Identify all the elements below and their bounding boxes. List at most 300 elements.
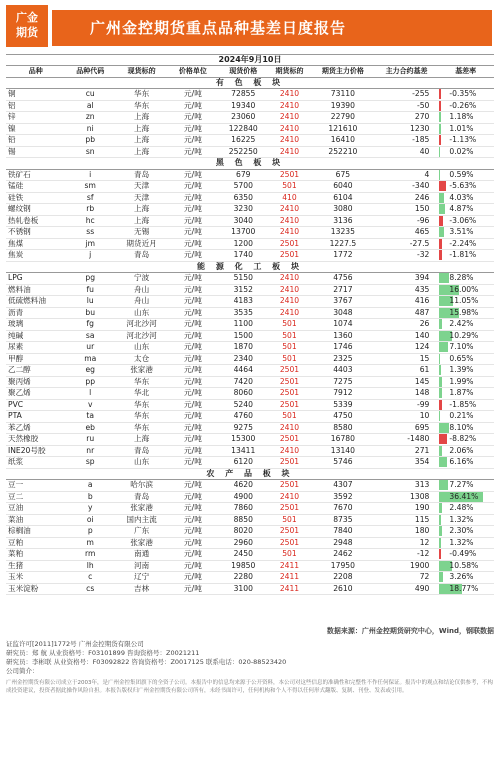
table-row: [6, 169, 494, 181]
futures-month: 2410: [269, 204, 310, 216]
futures-price: 3080: [310, 204, 376, 216]
price-unit: 元/吨: [168, 284, 217, 296]
table-row: [6, 434, 494, 446]
futures-price: 73110: [310, 89, 376, 101]
spot-price: 2450: [218, 549, 269, 561]
basis-rate-cell: [437, 215, 494, 227]
table-row: [6, 89, 494, 101]
spot-price: 3100: [218, 583, 269, 595]
futures-month: 2410: [269, 273, 310, 285]
basis-rate-cell: [437, 388, 494, 400]
basis-rate-cell: [437, 560, 494, 572]
price-unit: 元/吨: [168, 514, 217, 526]
futures-price: 7670: [310, 503, 376, 515]
variety-code: b: [66, 491, 115, 503]
spot-location: 上海: [115, 434, 168, 446]
futures-month: 2501: [269, 434, 310, 446]
futures-price: 2948: [310, 537, 376, 549]
spot-price: 679: [218, 169, 269, 181]
variety-name: 铜: [6, 89, 66, 101]
futures-price: 5339: [310, 399, 376, 411]
spot-location: 上海: [115, 146, 168, 158]
basis-table-wrap: [6, 54, 494, 595]
basis-rate-bar-positive: [439, 112, 440, 122]
spot-location: 山东: [115, 342, 168, 354]
price-unit: 元/吨: [168, 330, 217, 342]
basis-value: 695: [376, 422, 438, 434]
variety-name: 聚乙烯: [6, 388, 66, 400]
spot-price: 6120: [218, 457, 269, 469]
variety-name: 沥青: [6, 307, 66, 319]
basis-rate-bar-positive: [439, 354, 440, 364]
basis-rate-bar-positive: [439, 515, 441, 525]
basis-rate-value: 2.06%: [449, 445, 474, 455]
variety-name: PTA: [6, 411, 66, 423]
spot-price: 2340: [218, 353, 269, 365]
table-row: [6, 583, 494, 595]
spot-price: 252250: [218, 146, 269, 158]
futures-month: 2410: [269, 296, 310, 308]
basis-rate-cell: [437, 273, 494, 285]
spot-location: 宁波: [115, 273, 168, 285]
basis-rate-cell: [437, 411, 494, 423]
section-row: [6, 468, 494, 480]
col-header: 品种代码: [66, 66, 115, 78]
price-unit: 元/吨: [168, 319, 217, 331]
futures-month: 2410: [269, 491, 310, 503]
basis-value: -12: [376, 549, 438, 561]
spot-location: 华东: [115, 411, 168, 423]
futures-price: 1772: [310, 250, 376, 262]
table-row: [6, 238, 494, 250]
variety-name: 豆油: [6, 503, 66, 515]
table-row: [6, 526, 494, 538]
spot-price: 3040: [218, 215, 269, 227]
basis-rate-bar-positive: [439, 411, 440, 421]
variety-code: hc: [66, 215, 115, 227]
basis-rate-bar-positive: [439, 204, 445, 214]
spot-price: 15300: [218, 434, 269, 446]
price-unit: 元/吨: [168, 296, 217, 308]
section-row: [6, 158, 494, 170]
futures-month: 2410: [269, 146, 310, 158]
table-row: [6, 376, 494, 388]
spot-location: 广东: [115, 526, 168, 538]
variety-code: ma: [66, 353, 115, 365]
basis-rate-value: 1.32%: [449, 537, 474, 547]
spot-location: 上海: [115, 215, 168, 227]
price-unit: 元/吨: [168, 204, 217, 216]
futures-price: 6104: [310, 192, 376, 204]
variety-name: 锰硅: [6, 181, 66, 193]
price-unit: 元/吨: [168, 146, 217, 158]
spot-location: 张家港: [115, 537, 168, 549]
col-header: 现货标的: [115, 66, 168, 78]
variety-name: 热轧卷板: [6, 215, 66, 227]
futures-month: 2411: [269, 572, 310, 584]
spot-price: 5150: [218, 273, 269, 285]
variety-name: 锡: [6, 146, 66, 158]
variety-code: ta: [66, 411, 115, 423]
basis-value: 10: [376, 411, 438, 423]
basis-rate-value: 2.48%: [449, 503, 474, 513]
table-row: [6, 250, 494, 262]
basis-rate-value: 1.01%: [449, 123, 474, 133]
spot-location: 辽宁: [115, 572, 168, 584]
futures-month: 2501: [269, 526, 310, 538]
report-header: [0, 0, 500, 54]
basis-rate-value: 36.41%: [449, 491, 479, 501]
table-row: [6, 330, 494, 342]
basis-rate-value: -0.35%: [449, 89, 477, 99]
report-footer: [6, 624, 494, 695]
variety-code: al: [66, 100, 115, 112]
price-unit: 元/吨: [168, 169, 217, 181]
table-row: [6, 353, 494, 365]
basis-rate-bar-positive: [439, 319, 442, 329]
variety-code: eg: [66, 365, 115, 377]
table-row: [6, 227, 494, 239]
spot-location: 青岛: [115, 169, 168, 181]
basis-rate-value: 15.98%: [449, 307, 479, 317]
futures-price: 4756: [310, 273, 376, 285]
basis-rate-cell: [437, 457, 494, 469]
basis-rate-bar-positive: [439, 446, 441, 456]
basis-rate-value: 0.59%: [449, 169, 474, 179]
basis-value: -340: [376, 181, 438, 193]
spot-location: 华北: [115, 388, 168, 400]
basis-value: 271: [376, 445, 438, 457]
variety-code: p: [66, 526, 115, 538]
basis-rate-value: 18.77%: [449, 583, 479, 593]
basis-rate-bar-negative: [439, 400, 441, 410]
price-unit: 元/吨: [168, 457, 217, 469]
basis-rate-value: 1.18%: [449, 112, 474, 122]
table-row: [6, 503, 494, 515]
variety-code: sf: [66, 192, 115, 204]
variety-name: 豆粕: [6, 537, 66, 549]
variety-name: 镍: [6, 123, 66, 135]
basis-value: 4: [376, 169, 438, 181]
basis-value: 435: [376, 284, 438, 296]
basis-value: 12: [376, 537, 438, 549]
price-unit: 元/吨: [168, 422, 217, 434]
futures-price: 7840: [310, 526, 376, 538]
spot-price: 13700: [218, 227, 269, 239]
basis-rate-cell: [437, 330, 494, 342]
date-row: [6, 55, 494, 66]
basis-rate-value: 4.03%: [449, 192, 474, 202]
basis-rate-bar-negative: [439, 239, 442, 249]
price-unit: 元/吨: [168, 434, 217, 446]
basis-value: 150: [376, 204, 438, 216]
spot-price: 23060: [218, 112, 269, 124]
basis-value: 40: [376, 146, 438, 158]
table-row: [6, 491, 494, 503]
table-row: [6, 457, 494, 469]
price-unit: 元/吨: [168, 560, 217, 572]
basis-rate-value: 0.21%: [449, 411, 474, 421]
variety-name: 螺纹钢: [6, 204, 66, 216]
basis-value: -1480: [376, 434, 438, 446]
futures-month: 2410: [269, 123, 310, 135]
variety-code: ru: [66, 434, 115, 446]
table-row: [6, 284, 494, 296]
futures-month: 2501: [269, 238, 310, 250]
futures-price: 1227.5: [310, 238, 376, 250]
price-unit: 元/吨: [168, 388, 217, 400]
spot-price: 1200: [218, 238, 269, 250]
spot-location: 吉林: [115, 583, 168, 595]
table-row: [6, 296, 494, 308]
basis-rate-bar-positive: [439, 377, 441, 387]
basis-rate-cell: [437, 503, 494, 515]
basis-rate-value: 0.65%: [449, 353, 474, 363]
price-unit: 元/吨: [168, 250, 217, 262]
spot-location: 华东: [115, 100, 168, 112]
header-row: [6, 66, 494, 78]
futures-price: 675: [310, 169, 376, 181]
spot-location: 舟山: [115, 296, 168, 308]
col-header: 基差率: [437, 66, 494, 78]
variety-name: 豆一: [6, 480, 66, 492]
price-unit: 元/吨: [168, 411, 217, 423]
basis-value: -32: [376, 250, 438, 262]
futures-month: 501: [269, 181, 310, 193]
basis-rate-cell: [437, 537, 494, 549]
spot-location: 上海: [115, 112, 168, 124]
variety-code: pp: [66, 376, 115, 388]
variety-code: cs: [66, 583, 115, 595]
variety-code: y: [66, 503, 115, 515]
spot-location: 天津: [115, 192, 168, 204]
variety-code: fg: [66, 319, 115, 331]
basis-rate-cell: [437, 296, 494, 308]
section-row: [6, 77, 494, 89]
variety-code: sn: [66, 146, 115, 158]
logo-line2: 期货: [16, 26, 38, 39]
futures-price: 5746: [310, 457, 376, 469]
spot-location: 天津: [115, 181, 168, 193]
variety-code: pb: [66, 135, 115, 147]
futures-price: 16780: [310, 434, 376, 446]
basis-rate-value: -0.49%: [449, 549, 477, 559]
variety-code: oi: [66, 514, 115, 526]
spot-price: 3535: [218, 307, 269, 319]
col-header: 价格单位: [168, 66, 217, 78]
basis-rate-cell: [437, 181, 494, 193]
spot-location: 张家港: [115, 503, 168, 515]
spot-price: 7860: [218, 503, 269, 515]
basis-rate-value: 7.27%: [449, 480, 474, 490]
variety-code: sm: [66, 181, 115, 193]
company-logo: [6, 5, 48, 47]
variety-name: 玉米: [6, 572, 66, 584]
basis-rate-value: 4.87%: [449, 204, 474, 214]
spot-price: 16225: [218, 135, 269, 147]
basis-rate-value: 11.05%: [449, 296, 479, 306]
variety-code: cu: [66, 89, 115, 101]
spot-price: 72855: [218, 89, 269, 101]
basis-rate-value: 1.32%: [449, 514, 474, 524]
col-header: 主力合约基差: [376, 66, 438, 78]
price-unit: 元/吨: [168, 89, 217, 101]
basis-rate-cell: [437, 192, 494, 204]
spot-price: 8850: [218, 514, 269, 526]
price-unit: 元/吨: [168, 123, 217, 135]
futures-month: 501: [269, 319, 310, 331]
basis-rate-bar-negative: [439, 135, 441, 145]
futures-month: 2501: [269, 388, 310, 400]
basis-value: 394: [376, 273, 438, 285]
variety-code: i: [66, 169, 115, 181]
basis-rate-cell: [437, 307, 494, 319]
futures-price: 1746: [310, 342, 376, 354]
table-row: [6, 514, 494, 526]
basis-rate-value: 1.39%: [449, 365, 474, 375]
price-unit: 元/吨: [168, 491, 217, 503]
variety-code: ni: [66, 123, 115, 135]
basis-rate-value: 1.99%: [449, 376, 474, 386]
basis-rate-cell: [437, 112, 494, 124]
spot-price: 5700: [218, 181, 269, 193]
variety-name: 不锈钢: [6, 227, 66, 239]
futures-price: 2610: [310, 583, 376, 595]
basis-rate-cell: [437, 445, 494, 457]
basis-value: 115: [376, 514, 438, 526]
col-header: 期货标的: [269, 66, 310, 78]
basis-rate-cell: [437, 146, 494, 158]
variety-name: 焦煤: [6, 238, 66, 250]
table-row: [6, 146, 494, 158]
table-row: [6, 399, 494, 411]
table-row: [6, 480, 494, 492]
basis-rate-value: -1.85%: [449, 399, 477, 409]
price-unit: 元/吨: [168, 353, 217, 365]
variety-name: 棕榈油: [6, 526, 66, 538]
futures-month: 501: [269, 549, 310, 561]
futures-month: 501: [269, 353, 310, 365]
basis-value: 354: [376, 457, 438, 469]
spot-price: 19850: [218, 560, 269, 572]
basis-rate-cell: [437, 89, 494, 101]
spot-location: 上海: [115, 204, 168, 216]
analyst-line-1: 研究员：郑 航 从业资格号：F03101899 咨询资格号：Z0021211: [6, 649, 200, 657]
basis-rate-bar-positive: [439, 170, 440, 180]
basis-value: 246: [376, 192, 438, 204]
spot-location: 山东: [115, 307, 168, 319]
price-unit: 元/吨: [168, 549, 217, 561]
futures-price: 17950: [310, 560, 376, 572]
spot-price: 4760: [218, 411, 269, 423]
col-header: 现货价格: [218, 66, 269, 78]
spot-price: 9275: [218, 422, 269, 434]
basis-value: 490: [376, 583, 438, 595]
basis-rate-bar-positive: [439, 538, 441, 548]
price-unit: 元/吨: [168, 273, 217, 285]
basis-rate-cell: [437, 480, 494, 492]
basis-rate-bar-positive: [439, 457, 446, 467]
basis-rate-cell: [437, 284, 494, 296]
spot-price: 13411: [218, 445, 269, 457]
variety-name: 菜粕: [6, 549, 66, 561]
table-row: [6, 192, 494, 204]
basis-rate-bar-positive: [439, 193, 444, 203]
section-title: 黑 色 板 块: [6, 158, 494, 170]
basis-rate-value: 8.28%: [449, 273, 474, 283]
table-row: [6, 204, 494, 216]
basis-rate-cell: [437, 526, 494, 538]
futures-month: 2411: [269, 583, 310, 595]
spot-price: 3152: [218, 284, 269, 296]
futures-month: 2410: [269, 445, 310, 457]
futures-price: 3767: [310, 296, 376, 308]
variety-name: 尿素: [6, 342, 66, 354]
futures-price: 3048: [310, 307, 376, 319]
variety-name: 铅: [6, 135, 66, 147]
basis-rate-cell: [437, 422, 494, 434]
price-unit: 元/吨: [168, 376, 217, 388]
table-row: [6, 181, 494, 193]
basis-value: 15: [376, 353, 438, 365]
futures-month: 501: [269, 411, 310, 423]
basis-rate-value: -3.06%: [449, 215, 477, 225]
variety-name: 铁矿石: [6, 169, 66, 181]
futures-month: 2410: [269, 100, 310, 112]
basis-rate-value: 10.29%: [449, 330, 479, 340]
variety-name: 甲醇: [6, 353, 66, 365]
futures-month: 2411: [269, 560, 310, 572]
variety-code: c: [66, 572, 115, 584]
price-unit: 元/吨: [168, 526, 217, 538]
futures-price: 4403: [310, 365, 376, 377]
variety-name: 铝: [6, 100, 66, 112]
futures-month: 2501: [269, 169, 310, 181]
futures-price: 4750: [310, 411, 376, 423]
spot-location: 哈尔滨: [115, 480, 168, 492]
basis-rate-cell: [437, 399, 494, 411]
price-unit: 元/吨: [168, 112, 217, 124]
price-unit: 元/吨: [168, 583, 217, 595]
section-title: 农 产 品 板 块: [6, 468, 494, 480]
futures-month: 501: [269, 342, 310, 354]
futures-month: 410: [269, 192, 310, 204]
spot-price: 1500: [218, 330, 269, 342]
table-row: [6, 273, 494, 285]
table-row: [6, 422, 494, 434]
variety-name: 玉米淀粉: [6, 583, 66, 595]
futures-price: 1074: [310, 319, 376, 331]
spot-location: 舟山: [115, 284, 168, 296]
futures-month: 501: [269, 330, 310, 342]
spot-location: 华东: [115, 89, 168, 101]
table-row: [6, 537, 494, 549]
variety-name: 天然橡胶: [6, 434, 66, 446]
futures-price: 2462: [310, 549, 376, 561]
basis-rate-cell: [437, 514, 494, 526]
table-row: [6, 560, 494, 572]
futures-month: 2501: [269, 480, 310, 492]
variety-code: v: [66, 399, 115, 411]
spot-price: 6350: [218, 192, 269, 204]
basis-rate-cell: [437, 583, 494, 595]
basis-value: 465: [376, 227, 438, 239]
basis-rate-value: 3.26%: [449, 572, 474, 582]
basis-value: 61: [376, 365, 438, 377]
basis-rate-cell: [437, 100, 494, 112]
spot-price: 1100: [218, 319, 269, 331]
spot-location: 河南: [115, 560, 168, 572]
